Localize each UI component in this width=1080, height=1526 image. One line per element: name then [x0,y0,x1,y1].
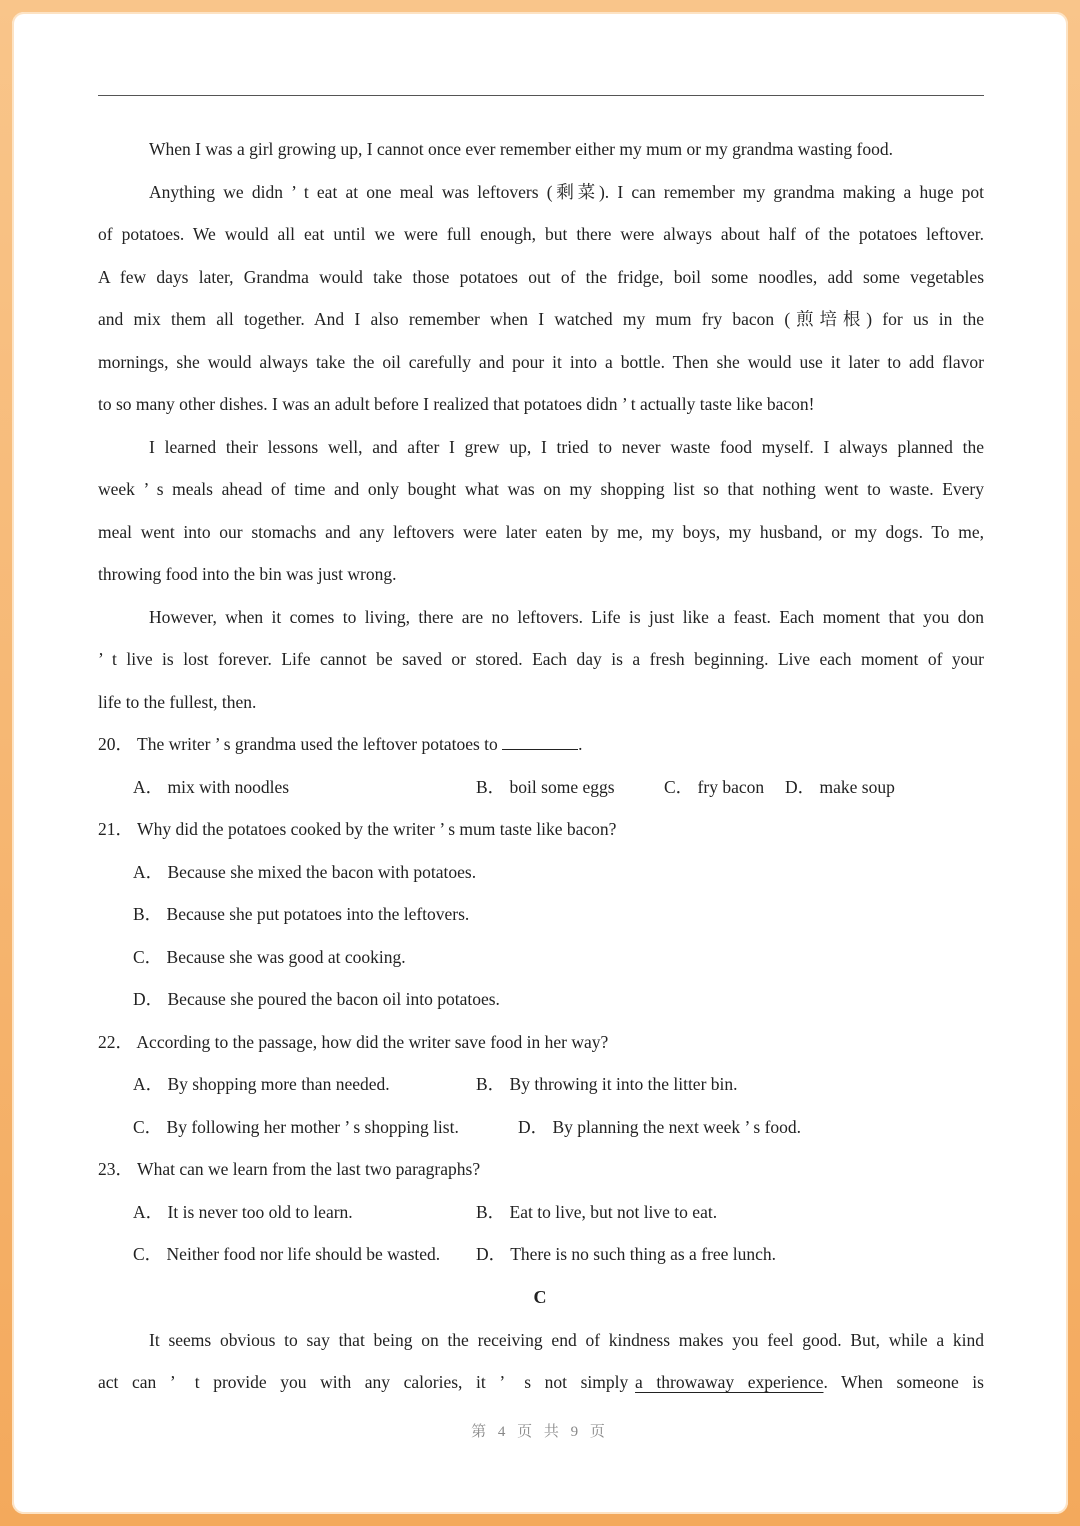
question-21-option-c[interactable]: C． Because she was good at cooking. [133,947,406,967]
section-c-line: It seems obvious to say that being on the receiving end of kindness makes you feel good. But, while a kind [149,1330,984,1350]
passage-line: ’ t live is lost forever. Life cannot be saved or stored. Each day is a fresh beginning. Live each moment of your [98,649,984,669]
question-21-option-a[interactable]: A． Because she mixed the bacon with potatoes. [133,862,477,882]
question-21-stem: 21． Why did the potatoes cooked by the writer ’ s mum taste like bacon? [98,819,617,839]
question-21-option-d[interactable]: D． Because she poured the bacon oil into potatoes. [133,989,500,1009]
question-22-option-b[interactable]: B． By throwing it into the litter bin. [476,1074,738,1094]
question-22-stem: 22． According to the passage, how did the writer save food in her way? [98,1032,609,1052]
question-20-option-c[interactable]: C． fry bacon [664,777,765,797]
question-23-option-d[interactable]: D． There is no such thing as a free lunch. [476,1244,777,1264]
question-23-option-c[interactable]: C． Neither food nor life should be wasted. [133,1244,441,1264]
section-c-heading: C [533,1287,547,1307]
passage-line: Anything we didn ’ t eat at one meal was leftovers (剩菜). I can remember my grandma making a huge pot [149,182,984,202]
passage-line: However, when it comes to living, there are no leftovers. Life is just like a feast. Each moment that you don [149,607,984,627]
section-c-line [98,1370,984,1394]
question-23-option-b[interactable]: B． Eat to live, but not live to eat. [476,1202,718,1222]
header-rule [98,95,984,96]
question-21-option-b[interactable]: B． Because she put potatoes into the leftovers. [133,904,470,924]
question-20-stem [98,732,984,756]
underlined-phrase: a throwaway experience [635,1372,824,1392]
passage-line: life to the fullest, then. [98,692,257,712]
section-c-text: act can ’ t provide you with any calories, it ’ s not simply [98,1372,636,1392]
page-number-footer: 第 4 页 共 9 页 [471,1424,609,1440]
question-20-period: . [578,734,583,754]
passage-line: mornings, she would always take the oil carefully and pour it into a bottle. Then she would use it later to add flavor [98,352,984,372]
question-22-option-a[interactable]: A． By shopping more than needed. [133,1074,390,1094]
passage-paragraph-1: When I was a girl growing up, I cannot once ever remember either my mum or my grandma wasting food. [149,139,894,159]
passage-line: and mix them all together. And I also remember when I watched my mum fry bacon (煎培根) for us in the [98,309,984,329]
question-20-text: 20． The writer ’ s grandma used the leftover potatoes to [98,734,498,754]
question-23-option-a[interactable]: A． It is never too old to learn. [133,1202,353,1222]
passage-line: throwing food into the bin was just wrong. [98,564,397,584]
question-22-option-d[interactable]: D． By planning the next week ’ s food. [518,1117,802,1137]
passage-line: meal went into our stomachs and any leftovers were later eaten by me, my boys, my husband, or my dogs. To me, [98,522,984,542]
passage-line: I learned their lessons well, and after I grew up, I tried to never waste food myself. I always planned the [149,437,984,457]
question-20-option-d[interactable]: D． make soup [785,777,895,797]
passage-line: of potatoes. We would all eat until we were full enough, but there were always about half of the potatoes leftover. [98,224,984,244]
question-20-option-b[interactable]: B． boil some eggs [476,777,615,797]
passage-line: A few days later, Grandma would take those potatoes out of the fridge, boil some noodles, add some vegetables [98,267,984,287]
question-20-option-a[interactable]: A． mix with noodles [133,777,290,797]
section-c-text: . When someone is [823,1372,984,1392]
answer-blank [502,733,578,750]
passage-line: to so many other dishes. I was an adult before I realized that potatoes didn ’ t actually taste like bacon! [98,394,815,414]
question-23-stem: 23． What can we learn from the last two paragraphs? [98,1159,481,1179]
question-22-option-c[interactable]: C． By following her mother ’ s shopping list. [133,1117,459,1137]
passage-line: week ’ s meals ahead of time and only bought what was on my shopping list so that nothing went to waste. Every [98,479,984,499]
